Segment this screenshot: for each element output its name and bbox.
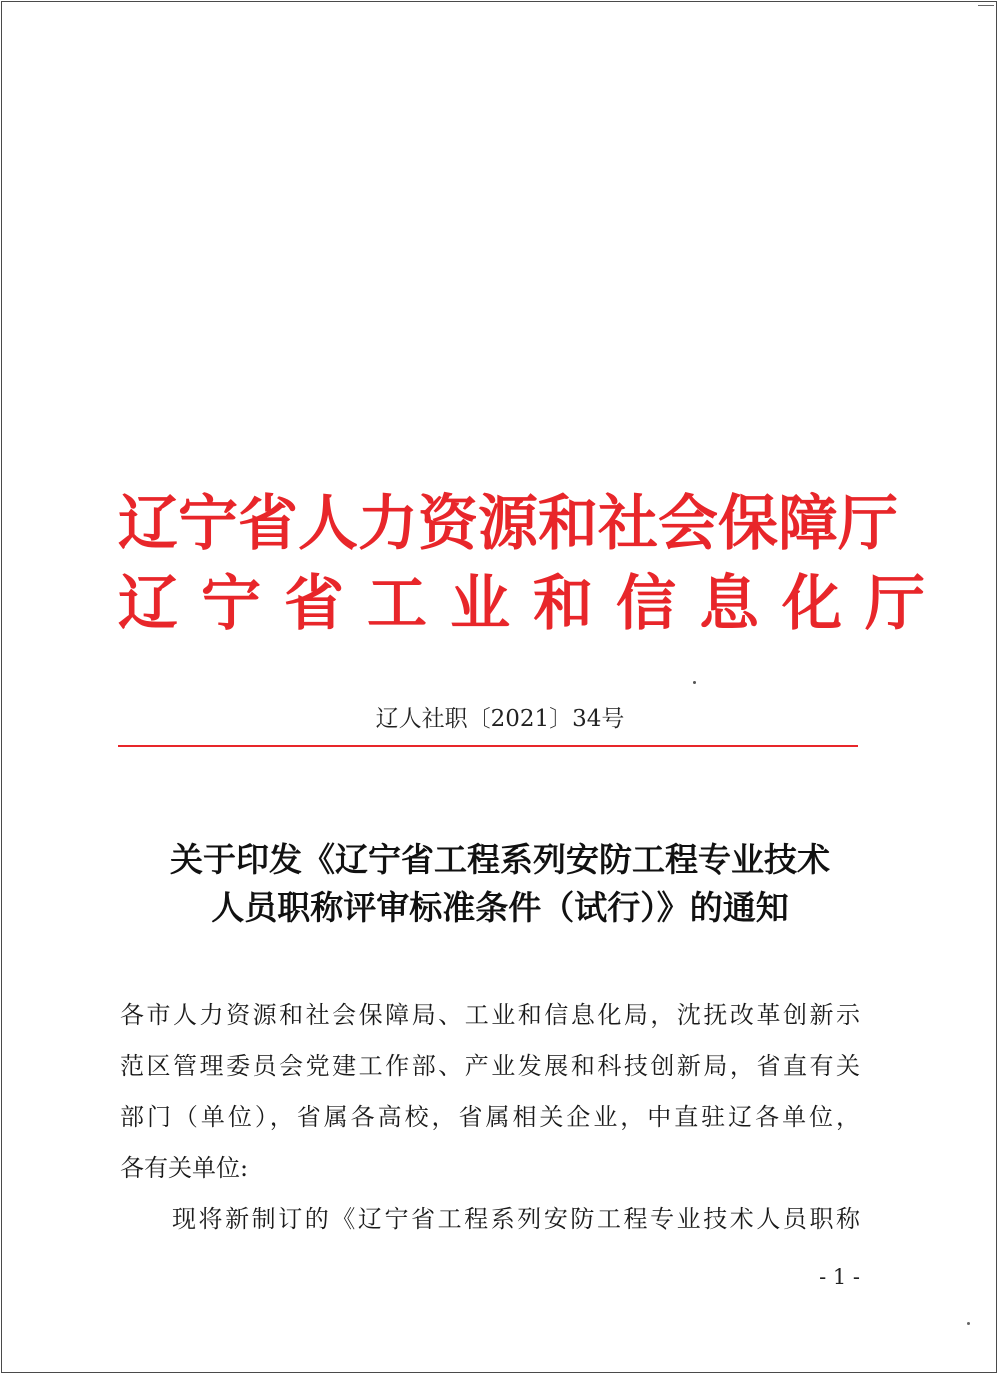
issuer-header [118,484,948,644]
address-line: 部门（单位），省属各高校，省属相关企业，中直驻辽各单位， [120,1103,860,1131]
issuer-line-2: 辽宁省工业和信息化厅 [118,569,948,639]
issuer-line-1: 辽宁省人力资源和社会保障厅 [118,489,898,559]
notice-body [120,990,860,1245]
notice-title-line-1: 关于印发《辽宁省工程系列安防工程专业技术 [170,840,830,879]
address-line: 范区管理委员会党建工作部、产业发展和科技创新局，省直有关 [120,1052,860,1080]
notice-title [0,836,1000,932]
scan-speck [693,681,696,684]
notice-title-line-2: 人员职称评审标准条件（试行）》的通知 [211,888,789,927]
document-number: 辽人社职〔2021〕34号 [375,706,625,732]
scan-corner-mark [978,5,994,6]
red-divider-line [118,745,858,747]
scan-speck [967,1322,970,1325]
body-paragraph-line: 现将新制订的《辽宁省工程系列安防工程专业技术人员职称 [172,1205,860,1233]
page-number: - 1 - [819,1265,860,1289]
address-line: 各市人力资源和社会保障局、工业和信息化局，沈抚改革创新示 [120,1001,860,1029]
address-line: 各有关单位: [120,1154,249,1182]
